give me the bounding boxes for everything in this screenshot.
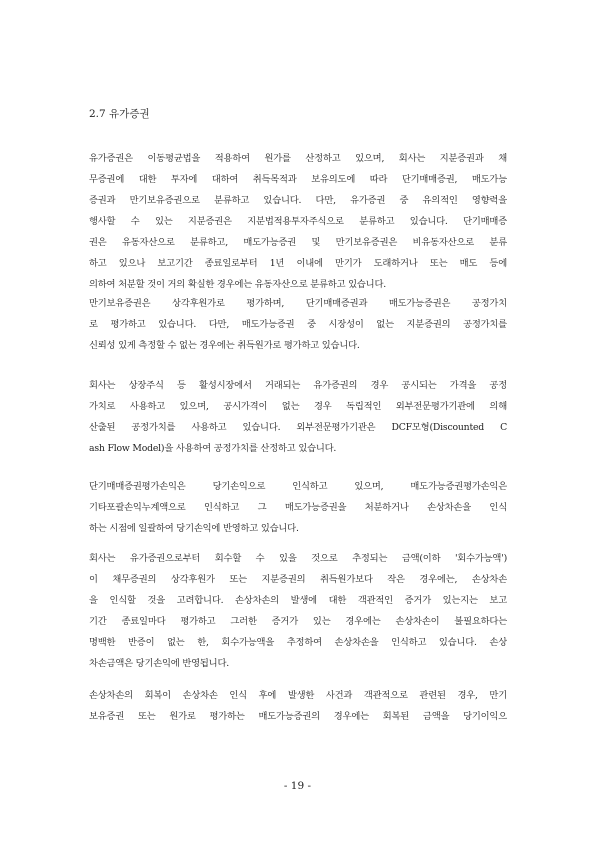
text-line: 만기보유증권은 상각후원가로 평가하며, 단기매매증권과 매도가능증권은 공정가치: [89, 298, 507, 309]
text-line: 기간 종료일마다 평가하고 그러한 증거가 있는 경우에는 손상차손이 불필요하다는: [89, 616, 507, 627]
section-heading: 2.7 유가증권: [89, 108, 150, 120]
text-line: 하는 시점에 일괄하여 당기손익에 반영하고 있습니다.: [89, 523, 299, 534]
text-line: 명백한 반증이 없는 한, 회수가능액을 추정하여 손상차손을 인식하고 있습니다. 손상: [89, 637, 507, 648]
text-line: ash Flow Model)을 사용하여 공정가치를 산정하고 있습니다.: [89, 443, 337, 454]
paragraph-2: [89, 293, 507, 356]
text-line: 가치로 사용하고 있으며, 공시가격이 없는 경우 독립적인 외부전문평가기관에 의해: [89, 401, 507, 412]
text-line: 행사할 수 있는 지분증권은 지분법적용투자주식으로 분류하고 있습니다. 단기매매증: [89, 216, 507, 227]
text-line: 하고 있으나 보고기간 종료일로부터 1년 이내에 만기가 도래하거나 또는 매도 등에: [89, 258, 507, 269]
paragraph-3: [89, 375, 507, 459]
text-line: 권은 유동자산으로 분류하고, 매도가능증권 및 만기보유증권은 비유동자산으로 분류: [89, 237, 507, 248]
text-line: 회사는 유가증권으로부터 회수할 수 있을 것으로 추정되는 금액(이하 '회수가능액'): [89, 553, 507, 564]
paragraph-5: [89, 548, 507, 674]
text-line: 회사는 상장주식 등 활성시장에서 거래되는 유가증권의 경우 공시되는 가격을 공정: [89, 380, 507, 391]
text-line: 을 인식할 것을 고려합니다. 손상차손의 발생에 대한 객관적인 증거가 있는지는 보고: [89, 595, 507, 606]
text-line: 기타포괄손익누계액으로 인식하고 그 매도가능증권을 처분하거나 손상차손을 인식: [89, 502, 507, 513]
text-line: 보유증권 또는 원가로 평가하는 매도가능증권의 경우에는 회복된 금액을 당기이익으: [89, 711, 507, 722]
text-line: 신뢰성 있게 측정할 수 없는 경우에는 취득원가로 평가하고 있습니다.: [89, 340, 360, 351]
text-line: 이 채무증권의 상각후원가 또는 지분증권의 취득원가보다 작은 경우에는, 손상차손: [89, 574, 507, 585]
text-line: 무증권에 대한 투자에 대하여 취득목적과 보유의도에 따라 단기매매증권, 매도가능: [89, 174, 507, 185]
text-line: 증권과 만기보유증권으로 분류하고 있습니다. 다만, 유가증권 중 유의적인 영향력을: [89, 195, 507, 206]
text-line: 의하여 처분할 것이 거의 확실한 경우에는 유동자산으로 분류하고 있습니다.: [89, 279, 387, 290]
text-line: 차손금액은 당기손익에 반영됩니다.: [89, 658, 229, 669]
paragraph-6: [89, 685, 507, 727]
text-line: 단기매매증권평가손익은 당기손익으로 인식하고 있으며, 매도가능증권평가손익은: [89, 481, 507, 492]
text-line: 로 평가하고 있습니다. 다만, 매도가능증권 중 시장성이 없는 지분증권의 공정가치를: [89, 319, 507, 330]
text-line: 유가증권은 이동평균법을 적용하여 원가를 산정하고 있으며, 회사는 지분증권과 채: [89, 153, 507, 164]
paragraph-4: [89, 476, 507, 539]
paragraph-1: [89, 148, 507, 295]
text-line: 산출된 공정가치를 사용하고 있습니다. 외부전문평가기관은 DCF모형(Discounted C: [89, 422, 507, 433]
page-number: - 19 -: [283, 780, 312, 792]
text-line: 손상차손의 회복이 손상차손 인식 후에 발생한 사건과 객관적으로 관련된 경우, 만기: [89, 690, 507, 701]
